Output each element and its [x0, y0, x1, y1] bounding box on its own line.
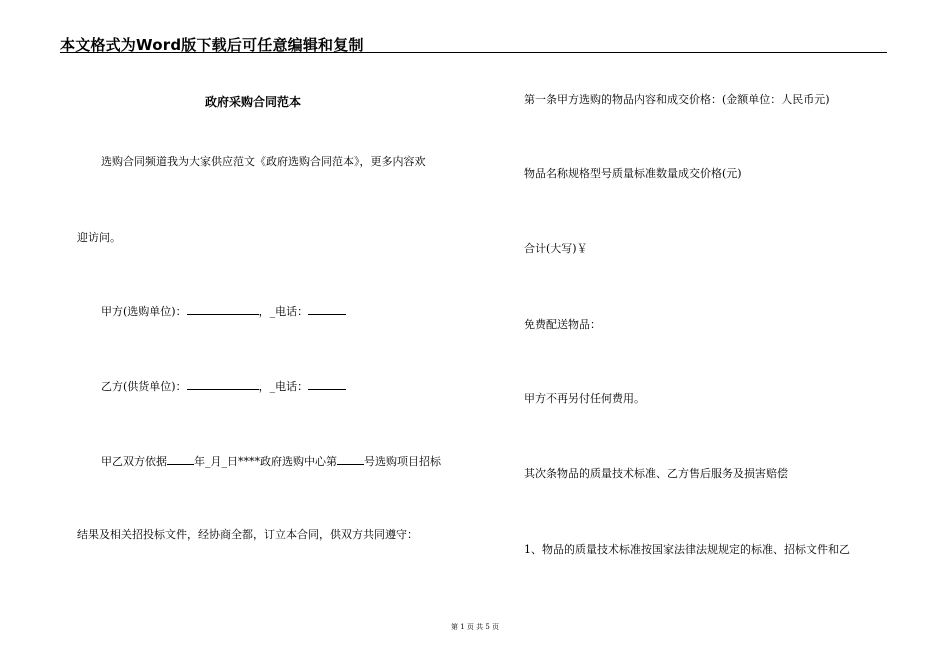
article-2-heading: 其次条物品的质量技术标准、乙方售后服务及损害赔偿 — [524, 467, 788, 480]
total-line: 合计(大写)￥ — [524, 242, 588, 255]
header-text: 本文格式为Word版下载后可任意编辑和复制 — [60, 36, 364, 54]
party-a-phone-label: ，_电话： — [258, 305, 309, 318]
basis-text-a: 甲乙双方依据 — [101, 455, 167, 468]
page-number: 第 1 页 共 5 页 — [450, 623, 500, 631]
item-columns-line: 物品名称规格型号质量标准数量成交价格(元) — [524, 167, 742, 180]
intro-line-2: 迎访问。 — [77, 231, 121, 244]
party-b-label: 乙方(供货单位)： — [101, 380, 187, 393]
basis-text-b: 年_月_日****政府选购中心第 — [194, 455, 337, 468]
party-a-label: 甲方(选购单位)： — [101, 305, 187, 318]
free-items-line: 免费配送物品： — [524, 318, 601, 331]
basis-line-2: 结果及相关招投标文件，经协商全都，订立本合同，供双方共同遵守： — [77, 528, 418, 541]
article-1-heading: 第一条甲方选购的物品内容和成交价格：(金额单位：人民币元) — [524, 93, 830, 106]
item-1-line: 1、物品的质量技术标准按国家法律法规规定的标准、招标文件和乙 — [524, 543, 850, 556]
intro-line-1: 选购合同频道我为大家供应范文《政府选购合同范本》，更多内容欢 — [101, 155, 426, 168]
party-b-phone-label: ，_电话： — [258, 380, 309, 393]
basis-text-c: 号选购项目招标 — [364, 455, 441, 468]
document-title: 政府采购合同范本 — [205, 95, 302, 109]
no-extra-fee-line: 甲方不再另付任何费用。 — [524, 392, 645, 405]
